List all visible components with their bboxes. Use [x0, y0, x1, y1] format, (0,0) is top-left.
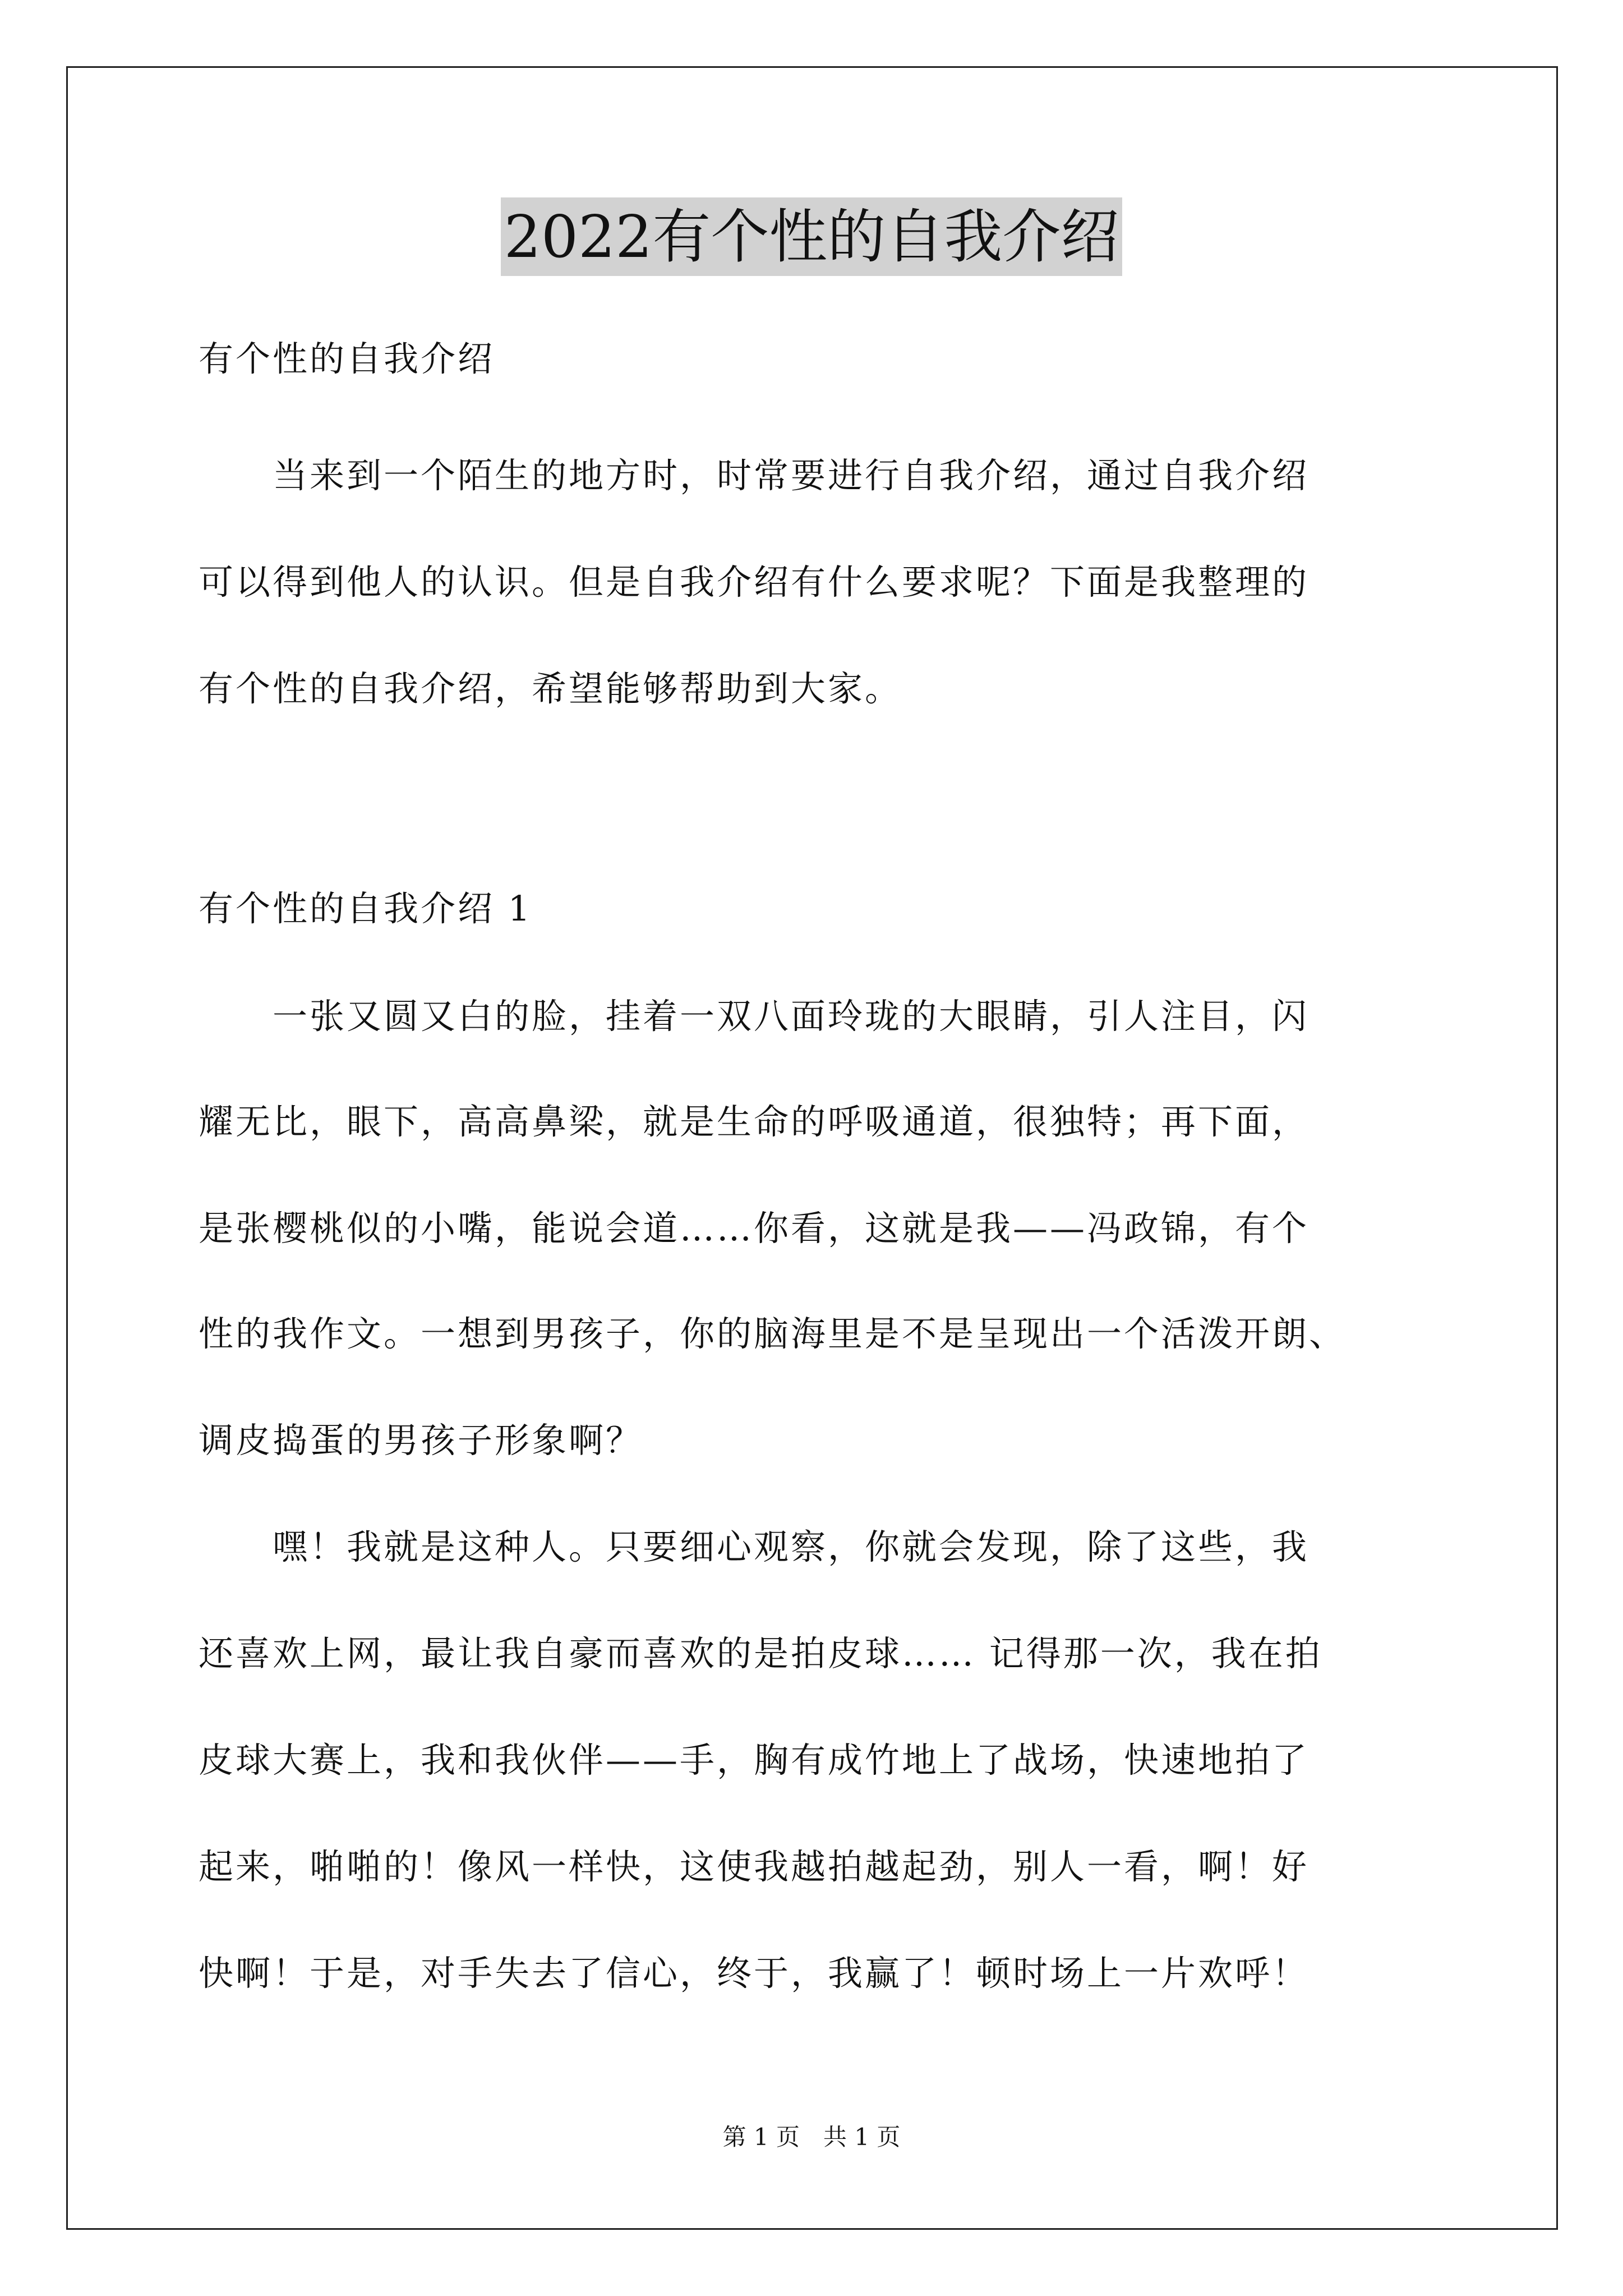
- page-footer: 第 1 页 共 1 页: [722, 2123, 901, 2151]
- paragraph-line: 起来，啪啪的！像风一样快，这使我越拍越起劲，别人一看，啊！好: [199, 1846, 1310, 1887]
- paragraph-line: 是张樱桃似的小嘴，能说会道……你看，这就是我——冯政锦，有个: [199, 1208, 1310, 1249]
- paragraph-line: 调皮捣蛋的男孩子形象啊？: [199, 1420, 643, 1461]
- paragraph-line: 一张又圆又白的脸，挂着一双八面玲珑的大眼睛，引人注目，闪: [199, 996, 1310, 1037]
- paragraph-line: 皮球大赛上，我和我伙伴——手，胸有成竹地上了战场，快速地拍了: [199, 1740, 1310, 1780]
- paragraph-line: 嘿！我就是这种人。只要细心观察，你就会发现，除了这些，我: [199, 1526, 1310, 1567]
- paragraph-line: 性的我作文。一想到男孩子，你的脑海里是不是呈现出一个活泼开朗、: [199, 1313, 1347, 1354]
- title-container: [0, 197, 1623, 276]
- paragraph-line: 可以得到他人的认识。但是自我介绍有什么要求呢？下面是我整理的: [199, 562, 1310, 602]
- paragraph-line: 快啊！于是，对手失去了信心，终于，我赢了！顿时场上一片欢呼！: [199, 1953, 1310, 1994]
- paragraph-line: 有个性的自我介绍，希望能够帮助到大家。: [199, 668, 902, 709]
- section-heading: 有个性的自我介绍: [199, 338, 495, 379]
- section-heading: 有个性的自我介绍 1: [199, 888, 533, 929]
- page-border: [66, 66, 1558, 2230]
- paragraph-line: 当来到一个陌生的地方时，时常要进行自我介绍，通过自我介绍: [199, 455, 1310, 496]
- document-title: 2022有个性的自我介绍: [501, 197, 1123, 276]
- paragraph-line: 耀无比，眼下，高高鼻梁，就是生命的呼吸通道，很独特；再下面，: [199, 1101, 1310, 1142]
- paragraph-line: 还喜欢上网，最让我自豪而喜欢的是拍皮球…… 记得那一次，我在拍: [199, 1633, 1322, 1674]
